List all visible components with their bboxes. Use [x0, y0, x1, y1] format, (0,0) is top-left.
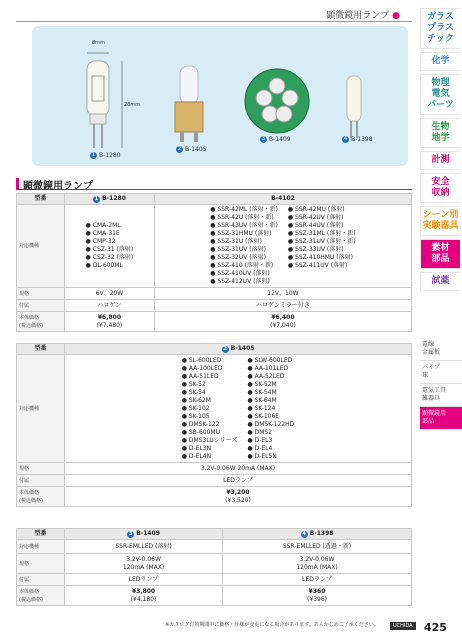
- lamp-label-2: 2 B-1405: [177, 146, 207, 153]
- rating-b1280: 6V、20W: [65, 288, 155, 300]
- label-accessory: 付属: [17, 300, 65, 312]
- subnav-item-1[interactable]: パイプ 球: [420, 361, 462, 384]
- compat-model: ● SK-52: [181, 380, 206, 388]
- acc-b1405: LEDランプ: [65, 475, 412, 487]
- compat-model: ● CMP-32: [85, 238, 116, 245]
- compat-model: ● SSZ-411UV (落射): [287, 262, 348, 269]
- rating-b1409: 3.2V-0.06W 120mA (MAX): [65, 554, 223, 574]
- compat-model: ● SSZ-31ML (落射・新): [287, 230, 356, 237]
- compat-model: ● SK-106E: [247, 412, 280, 420]
- compat-list: [86, 222, 134, 270]
- lamp-illustrations: [32, 26, 408, 166]
- compat-model: ● SSR-42UV (落射): [287, 214, 344, 221]
- compat-b1280: [65, 205, 155, 288]
- label-rating: 規格: [17, 554, 65, 574]
- col-b1398: 4 B-1398: [223, 529, 412, 540]
- compat-model: ● DMSK-122: [181, 420, 220, 428]
- compat-model: ● SK-105: [181, 412, 210, 420]
- brand-logo: UCHIDA: [390, 622, 416, 630]
- footer-note: ※カタログ有効期間中に価格・仕様が変更になる場合があります。あらかじめご了承ください。: [165, 622, 379, 628]
- compat-model: ● SSR-43UV (落射・新): [210, 222, 278, 229]
- subnav-item-2[interactable]: 電気工具 雑器具: [420, 384, 462, 407]
- side-tab-7[interactable]: 素材 部品: [420, 239, 460, 269]
- compat-model: ● SSZ-412UV (落射): [210, 278, 270, 285]
- side-tab-3[interactable]: 生物 地学: [420, 118, 460, 148]
- label-rating: 規格: [17, 463, 65, 475]
- lamp-label-3: 3 B-1409: [261, 136, 291, 143]
- label-accessory: 付属: [17, 475, 65, 487]
- compat-b1405: [65, 355, 412, 463]
- spec-table-3: [16, 528, 412, 606]
- rating-b4102: 12V、10W: [154, 288, 411, 300]
- compat-model: ● AA-52LED: [247, 372, 285, 380]
- side-tab-4[interactable]: 計測: [420, 151, 460, 170]
- section-title: 顕微鏡用ランプ: [16, 177, 412, 190]
- price-b1405: ¥3,200 (¥3,520): [65, 487, 412, 507]
- compat-model: ● SSZ-410 (落射・新): [210, 262, 274, 269]
- dimension-height: 28mm: [124, 102, 141, 108]
- compat-model: ● D-EL4N: [181, 452, 212, 460]
- page-header-title: 顕微鏡用ランプ ●: [326, 11, 400, 21]
- label-price: 本体価格 (税込価格): [17, 312, 65, 332]
- page-number: 425: [424, 621, 447, 634]
- label-model: 型番: [17, 344, 65, 355]
- compat-model: ● SSR-44UV (落射): [287, 222, 344, 229]
- compat-list: [210, 206, 278, 286]
- label-model: 型番: [17, 529, 65, 540]
- acc-b4102: ハロゲンミラー付き: [154, 300, 411, 312]
- compat-model: ● CSZ-31 (落射): [85, 246, 134, 253]
- compat-model: ● SSR-42MU (落射): [287, 206, 345, 213]
- compat-list: [182, 357, 238, 461]
- compat-model: ● SK-64M: [247, 396, 277, 404]
- col-b1280: 1 B-1280: [65, 194, 155, 205]
- compat-model: ● SK-54: [181, 388, 206, 396]
- halogen-bulb-image: [87, 53, 122, 148]
- acc-b1280: ハロゲン: [65, 300, 155, 312]
- compat-list: [247, 357, 294, 461]
- compat-model: ● SSZ-410UV (落射): [210, 270, 270, 277]
- label-compatible: 対応機種: [17, 355, 65, 463]
- compat-model: ● DL-600ML: [85, 262, 123, 269]
- label-model: 型番: [17, 194, 65, 205]
- compat-b1409: SSR-EMLLED (落射): [65, 540, 223, 554]
- compat-model: ● AA-51LED: [181, 372, 219, 380]
- acc-b1398: LEDランプ: [223, 574, 412, 586]
- label-price: 本体価格 (税込価格): [17, 487, 65, 507]
- compat-model: ● SL-600LED: [181, 356, 222, 364]
- sub-nav: [420, 338, 462, 430]
- spec-table-1: [16, 193, 412, 332]
- compat-model: ● AA-101LED: [247, 364, 289, 372]
- compat-model: ● D-EL3: [247, 436, 273, 444]
- price-b1280: ¥6,800 (¥7,480): [65, 312, 155, 332]
- compat-b4102: [154, 205, 411, 288]
- label-rating: 規格: [17, 288, 65, 300]
- compat-model: ● SSZ-31U (落射): [210, 238, 262, 245]
- led-lamp-image: [175, 66, 203, 142]
- compat-model: ● CMA-31E: [85, 230, 120, 237]
- side-tab-2[interactable]: 物理 電気 パーツ: [420, 74, 460, 115]
- mini-bulb-image: [347, 76, 361, 138]
- lamp-label-4: 4 B-1398: [343, 136, 373, 143]
- label-compatible: 対応機種: [17, 540, 65, 554]
- subnav-item-3[interactable]: 顕微鏡用 部品: [420, 407, 462, 430]
- price-b1409: ¥3,800 (¥4,180): [65, 586, 223, 606]
- compat-model: ● SK-54M: [247, 388, 277, 396]
- compat-model: ● SK-52M: [247, 380, 277, 388]
- compat-list: [288, 206, 356, 286]
- spec-table-2: [16, 343, 412, 507]
- side-tab-8[interactable]: 試薬: [420, 272, 460, 291]
- label-price: 本体価格 (税込価格): [17, 586, 65, 606]
- compat-model: ● SSR-42ML (落射・新): [210, 206, 278, 213]
- compat-model: ● D-EL4: [247, 444, 273, 452]
- compat-model: ● SK-124: [247, 404, 276, 412]
- rating-b1405: 3.2V-0.06W 20mA (MAX): [65, 463, 412, 475]
- rating-b1398: 3.2V-0.06W 120mA (MAX): [223, 554, 412, 574]
- compat-model: ● SSR-42U (落射・新): [210, 214, 274, 221]
- subnav-item-0[interactable]: 電線 金属板: [420, 338, 462, 361]
- side-tab-1[interactable]: 化学: [420, 52, 460, 71]
- compat-model: ● CSZ-32 (落射): [85, 254, 134, 261]
- compat-model: ● AA-100LED: [181, 364, 223, 372]
- header-divider: [16, 21, 412, 22]
- compat-model: ● DMS2: [247, 428, 273, 436]
- col-b1405: 2 B-1405: [65, 344, 412, 355]
- side-tab-6[interactable]: シーン別 実験器具: [420, 206, 460, 236]
- led-board-image: [245, 69, 309, 133]
- compat-model: ● SK-102: [181, 404, 210, 412]
- compat-model: ● SSZ-31UV (落射・新): [287, 238, 356, 245]
- compat-model: ● SLW-600LED: [247, 356, 293, 364]
- price-b4102: ¥6,400 (¥7,040): [154, 312, 411, 332]
- compat-model: ● CMA-2ML: [85, 222, 121, 229]
- compat-model: ● DMS3LUシリーズ: [181, 436, 238, 444]
- compat-model: ● SK-62M: [181, 396, 211, 404]
- price-b1398: ¥360 (¥396): [223, 586, 412, 606]
- compat-model: ● SSZ-31HMU (落射): [210, 230, 272, 237]
- side-tab-5[interactable]: 安全 収納: [420, 173, 460, 203]
- label-compatible: 対応機種: [17, 205, 65, 288]
- side-tabs: [420, 8, 462, 294]
- dimension-width: 8mm: [92, 40, 105, 46]
- col-b4102: B-4102: [154, 194, 411, 205]
- compat-model: ● SSZ-410HMU (落射): [287, 254, 353, 261]
- compat-b1398: SSR-EMLLED (透過・新): [223, 540, 412, 554]
- side-tab-0[interactable]: ガラス プラス チック: [420, 8, 460, 49]
- compat-model: ● SSZ-31UV (落射): [210, 246, 266, 253]
- compat-model: ● DMSK-122HD: [247, 420, 295, 428]
- compat-model: ● D-EL3N: [181, 444, 212, 452]
- label-accessory: 付属: [17, 574, 65, 586]
- product-image-area: [32, 26, 408, 166]
- compat-model: ● SSZ-32UV (落射): [210, 254, 266, 261]
- acc-b1409: LEDランプ: [65, 574, 223, 586]
- compat-model: ● SSZ-33UV (落射): [287, 246, 344, 253]
- lamp-label-1: 1 B-1280: [91, 152, 121, 159]
- col-b1409: 3 B-1409: [65, 529, 223, 540]
- compat-model: ● SB-600MU: [181, 428, 220, 436]
- compat-model: ● D-EL5N: [247, 452, 277, 460]
